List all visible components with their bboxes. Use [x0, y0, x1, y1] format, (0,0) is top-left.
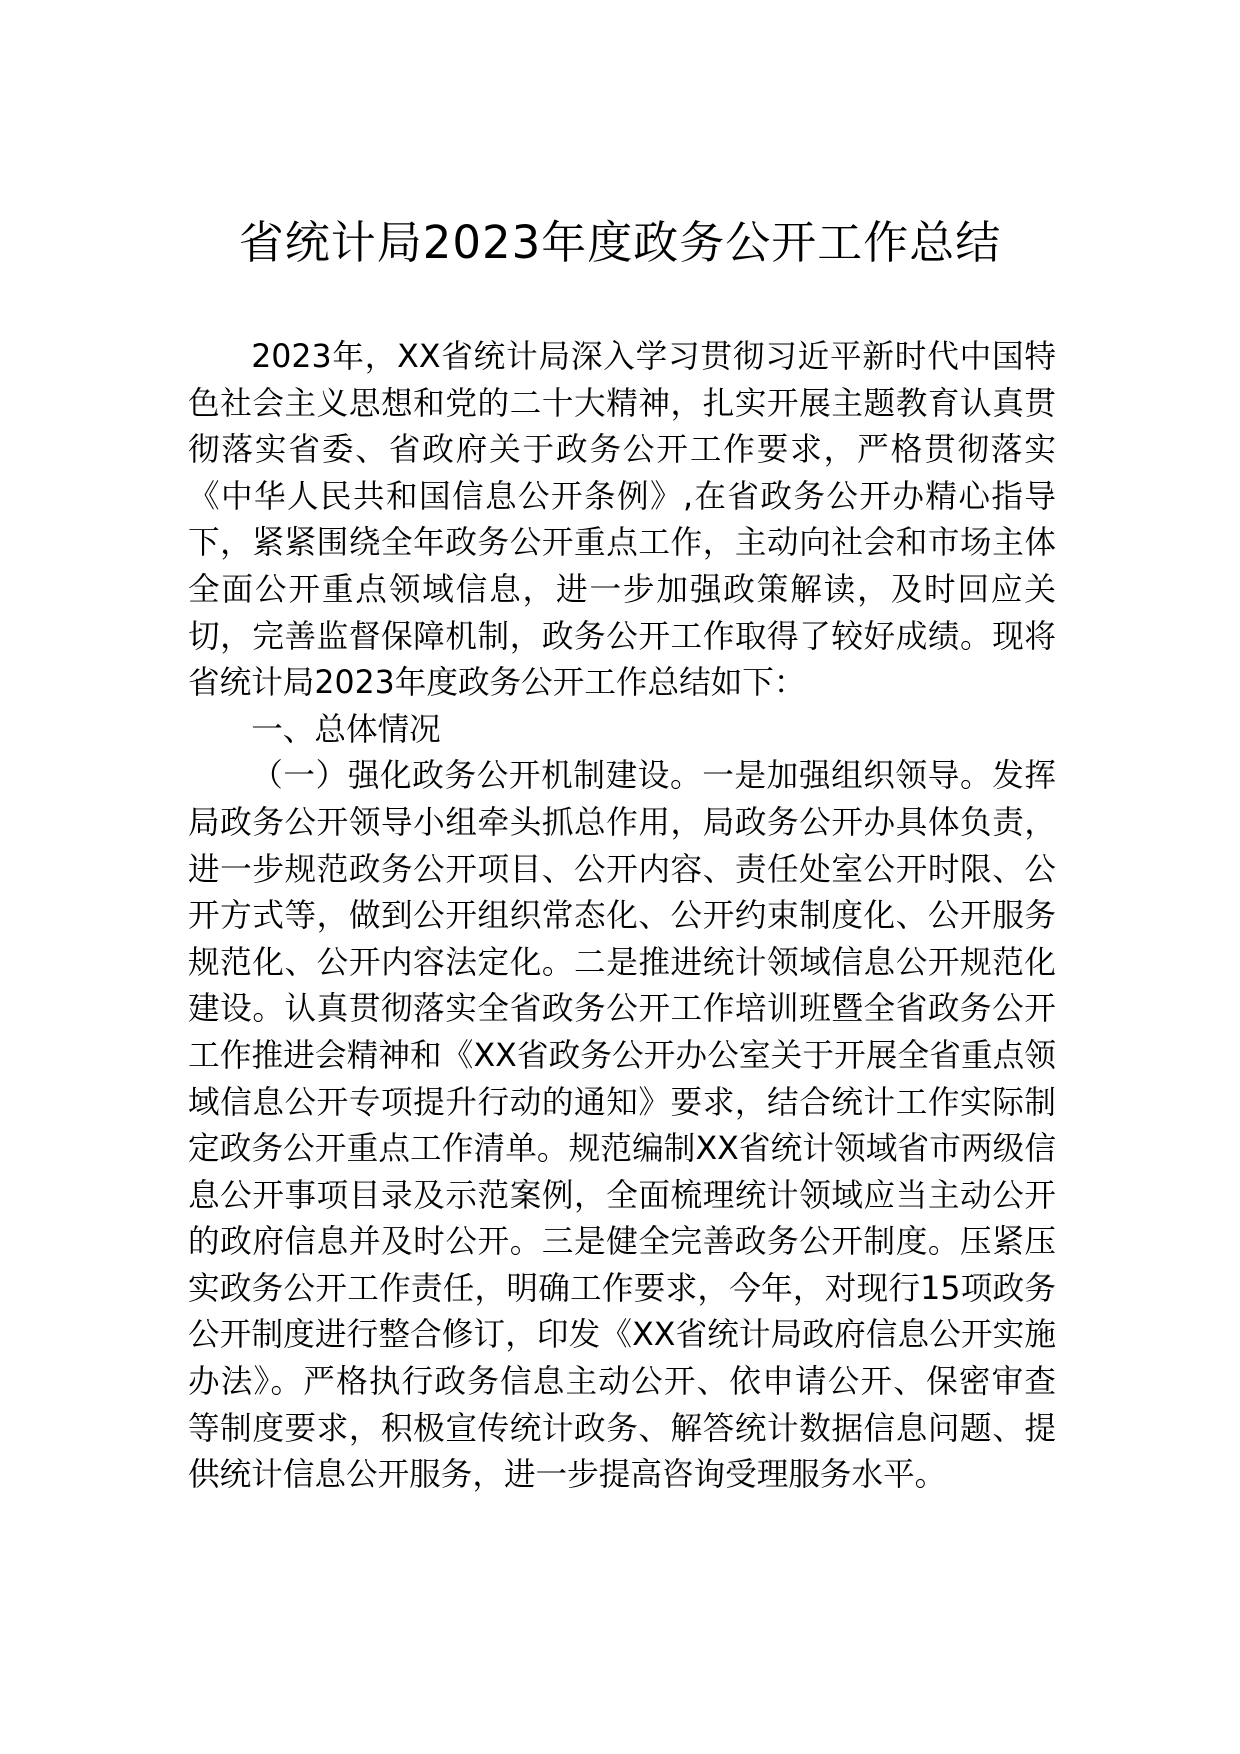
section-heading: 一、总体情况	[251, 711, 441, 748]
document-body	[188, 334, 1056, 1499]
intro-paragraph: 2023年，XX省统计局深入学习贯彻习近平新时代中国特色社会主义思想和党的二十大精神，扎实开展主题教育认真贯彻落实省委、省政府关于政务公开工作要求，严格贯彻落实《中华人民共和国信息公开条例》,在省政务公开办精心指导下，紧紧围绕全年政务公开重点工作，主动向社会和市场主体全面公开重点领域信息，进一步加强政策解读，及时回应关切，完善监督保障机制，政务公开工作取得了较好成绩。现将省统计局2023年度政务公开工作总结如下：	[188, 339, 1056, 702]
section-paragraph: （一）强化政务公开机制建设。一是加强组织领导。发挥局政务公开领导小组牵头抓总作用，局政务公开办具体负责，进一步规范政务公开项目、公开内容、责任处室公开时限、公开方式等，做到公开组织常态化、公开约束制度化、公开服务规范化、公开内容法定化。二是推进统计领域信息公开规范化建设。认真贯彻落实全省政务公开工作培训班暨全省政务公开工作推进会精神和《XX省政务公开办公室关于开展全省重点领域信息公开专项提升行动的通知》要求，结合统计工作实际制定政务公开重点工作清单。规范编制XX省统计领域省市两级信息公开事项目录及示范案例，全面梳理统计领域应当主动公开的政府信息并及时公开。三是健全完善政务公开制度。压紧压实政务公开工作责任，明确工作要求，今年，对现行15项政务公开制度进行整合修订，印发《XX省统计局政府信息公开实施办法》。严格执行政务信息主动公开、依申请公开、保密审查等制度要求，积极宣传统计政务、解答统计数据信息问题、提供统计信息公开服务，进一步提高咨询受理服务水平。	[188, 758, 1056, 1494]
document-title: 省统计局2023年度政务公开工作总结	[238, 216, 1002, 269]
